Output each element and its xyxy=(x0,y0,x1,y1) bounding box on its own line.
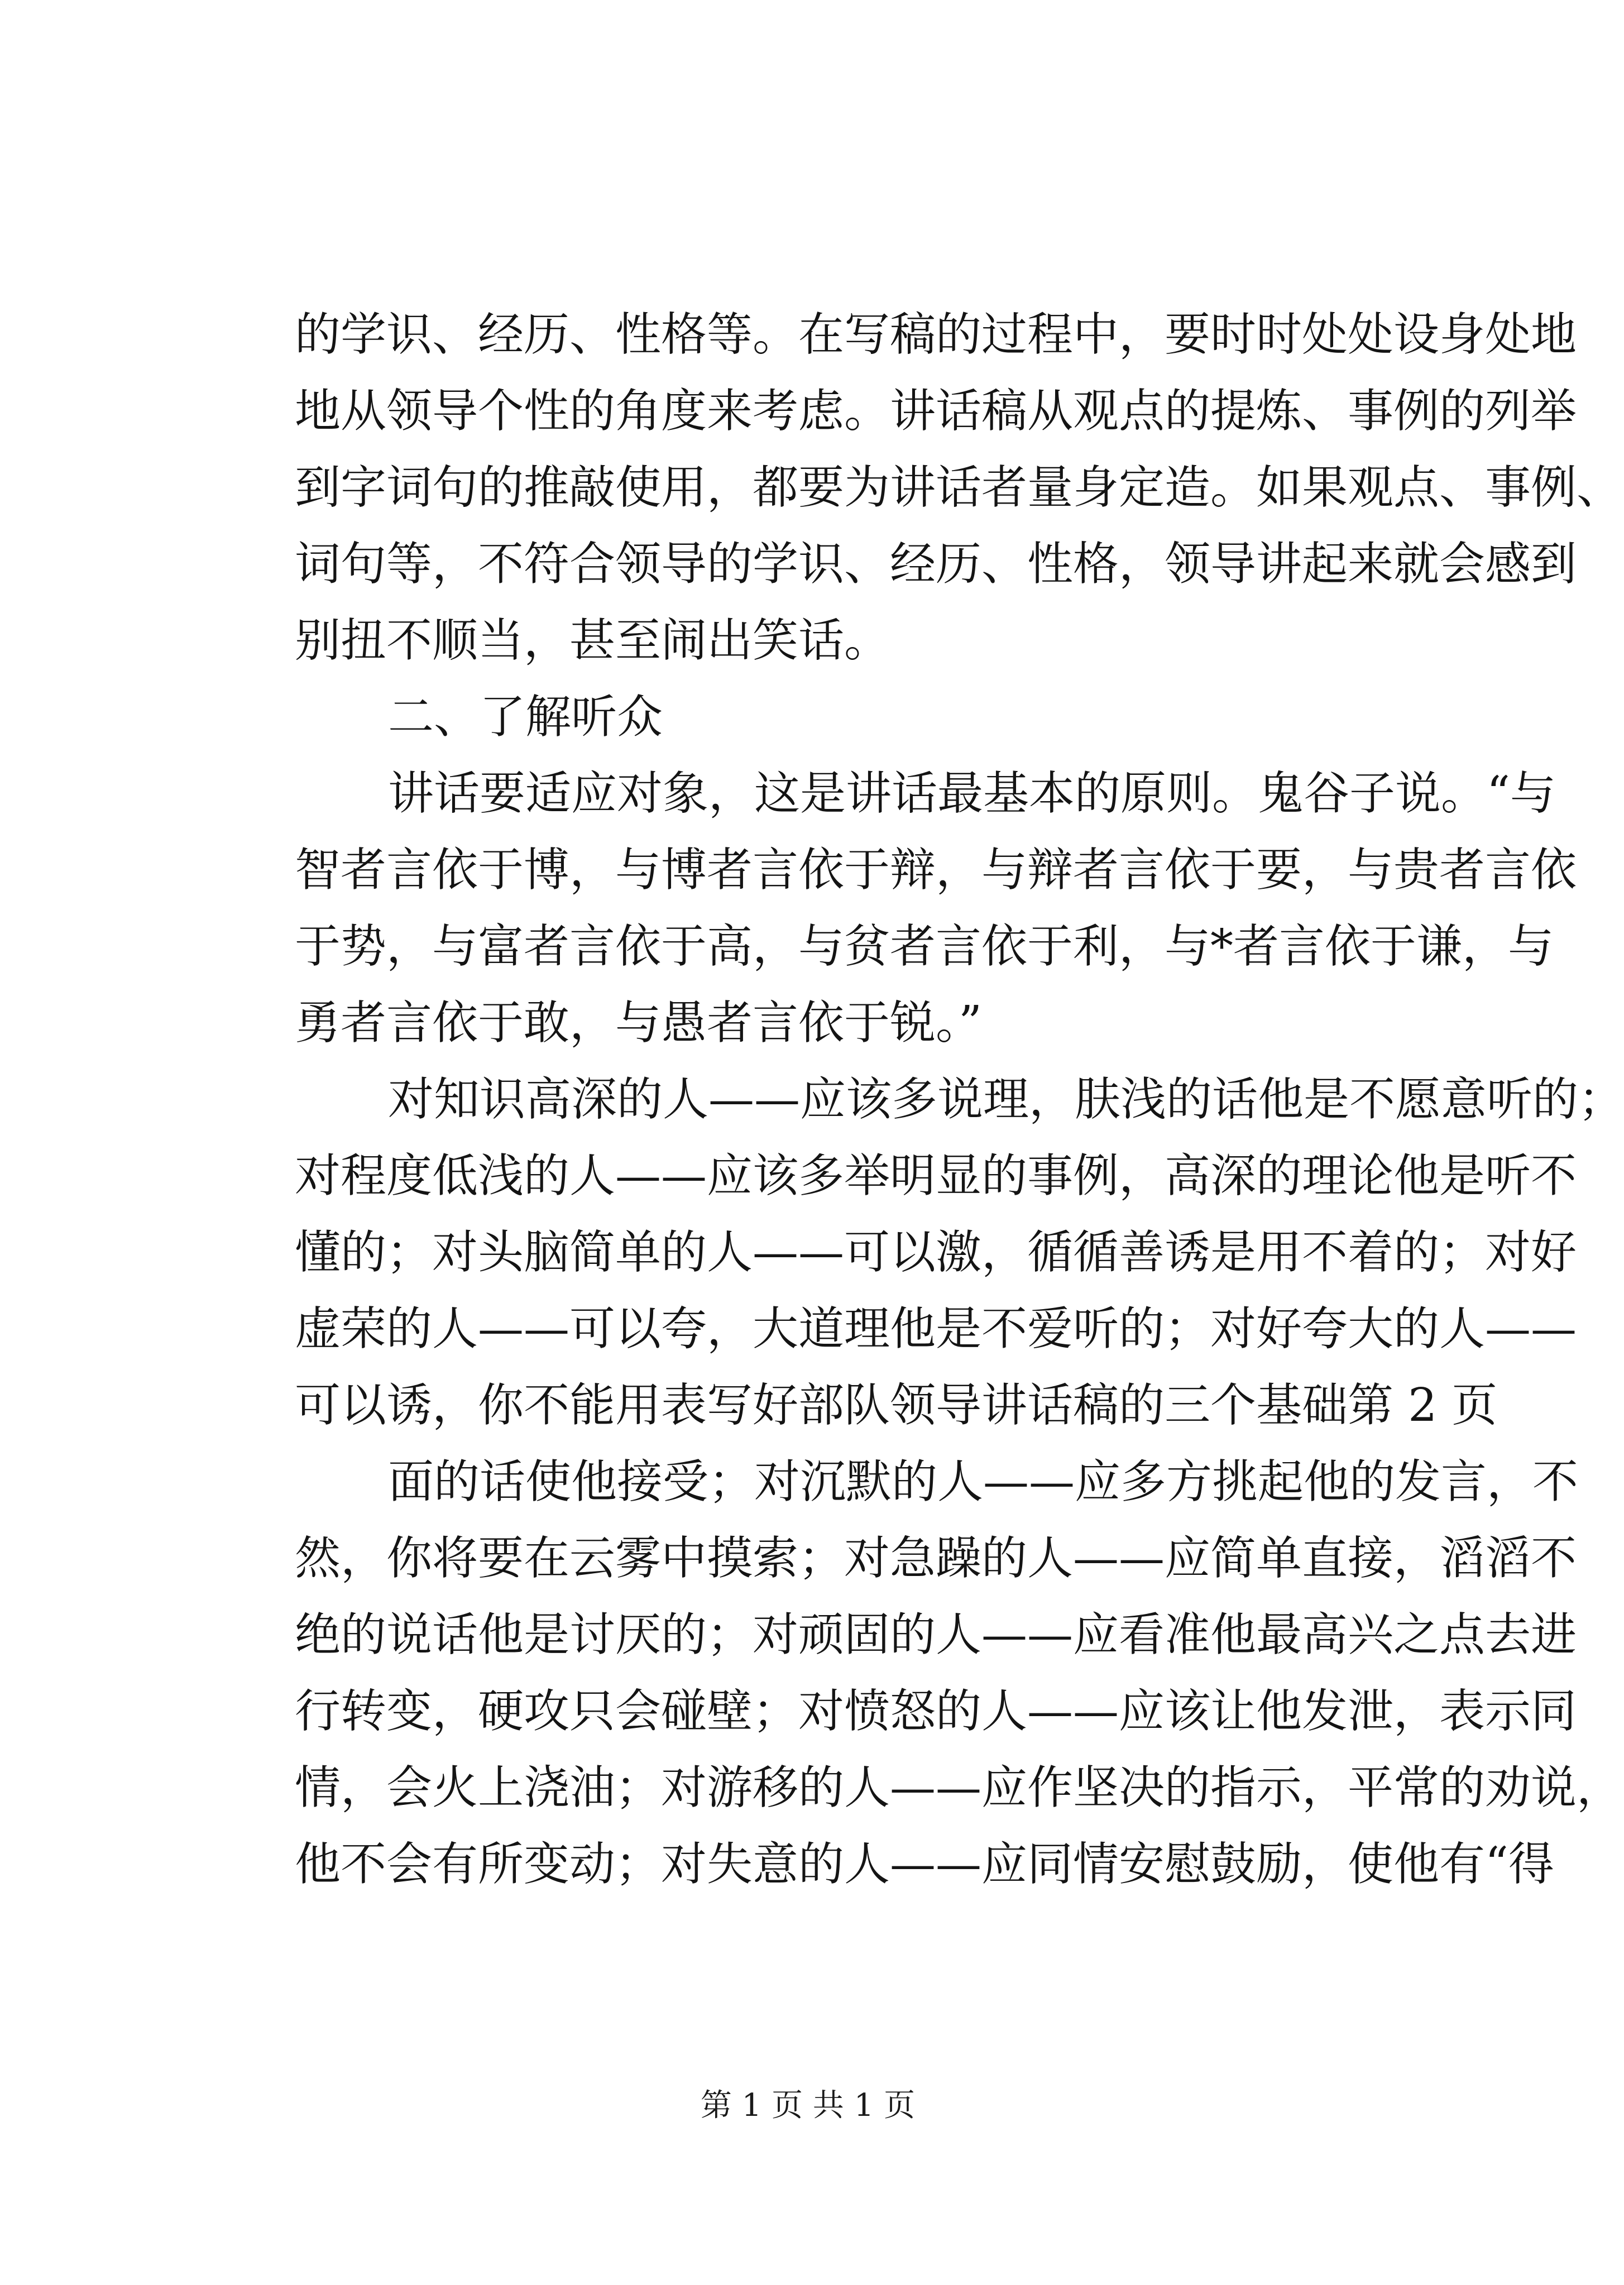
body-text-line: 地从领导个性的角度来考虑。讲话稿从观点的提炼、事例的列举 xyxy=(295,385,1577,438)
body-text-line: 情，会火上浇油；对游移的人——应作坚决的指示，平常的劝说， xyxy=(295,1761,1623,1814)
body-text-line: 行转变，硬攻只会碰壁；对愤怒的人——应该让他发泄，表示同 xyxy=(295,1685,1577,1738)
body-text-line: 然，你将要在云雾中摸索；对急躁的人——应简单直接，滔滔不 xyxy=(295,1532,1577,1585)
body-text-line: 对知识高深的人——应该多说理，肤浅的话他是不愿意听的； xyxy=(388,1073,1624,1126)
body-text-line: 的学识、经历、性格等。在写稿的过程中，要时时处处设身处地 xyxy=(295,308,1577,361)
body-text-line: 他不会有所变动；对失意的人——应同情安慰鼓励，使他有“得 xyxy=(295,1838,1554,1891)
body-text-line: 于势，与富者言依于高，与贫者言依于利，与*者言依于谦，与 xyxy=(295,920,1554,973)
page-footer: 第 1 页 共 1 页 xyxy=(700,2087,916,2124)
body-text-line: 别扭不顺当，甚至闹出笑话。 xyxy=(295,614,890,667)
body-text-line: 智者言依于博，与博者言依于辩，与辩者言依于要，与贵者言依 xyxy=(295,844,1577,897)
section-heading: 二、了解听众 xyxy=(388,691,663,744)
body-text-line: 绝的说话他是讨厌的；对顽固的人——应看准他最高兴之点去进 xyxy=(295,1608,1577,1661)
body-text-line: 对程度低浅的人——应该多举明显的事例，高深的理论他是听不 xyxy=(295,1149,1577,1203)
body-text-line: 虚荣的人——可以夸，大道理他是不爱听的；对好夸大的人—— xyxy=(295,1302,1577,1355)
body-text-line: 词句等，不符合领导的学识、经历、性格，领导讲起来就会感到 xyxy=(295,538,1577,591)
body-text-line: 到字词句的推敲使用，都要为讲话者量身定造。如果观点、事例、 xyxy=(295,461,1623,514)
body-text-line: 勇者言依于敢，与愚者言依于锐。” xyxy=(295,997,982,1050)
body-text-line: 讲话要适应对象，这是讲话最基本的原则。鬼谷子说。“与 xyxy=(388,767,1556,820)
body-text-line: 面的话使他接受；对沉默的人——应多方挑起他的发言，不 xyxy=(388,1455,1579,1508)
body-text-line: 懂的；对头脑简单的人——可以激，循循善诱是用不着的；对好 xyxy=(295,1226,1577,1279)
body-text-line: 可以诱，你不能用表写好部队领导讲话稿的三个基础第 2 页 xyxy=(295,1379,1498,1432)
